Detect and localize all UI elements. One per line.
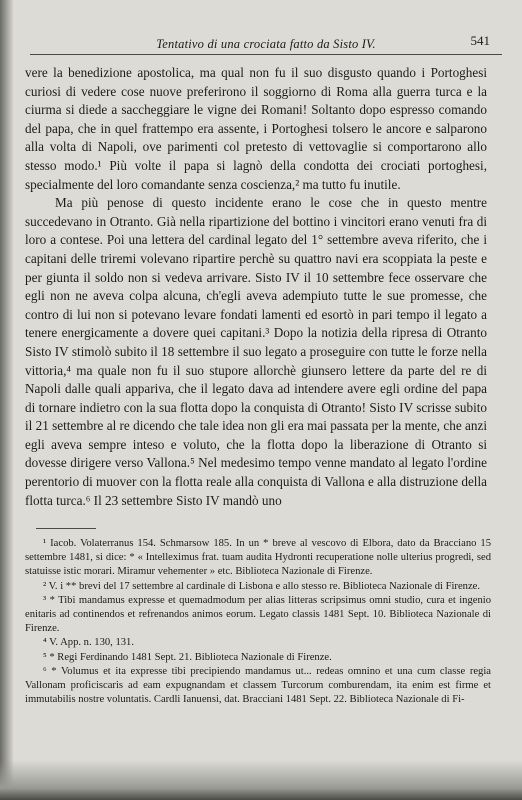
footnote: ² V. i ** brevi del 17 settembre al cardinale di Lisbona e allo stesso re. Biblioteca Nazionale di Firenze. xyxy=(43,580,480,592)
paragraph: Ma più penose di questo incidente erano le cose che in questo mentre succedevano in Otranto. Già nella ripartizione del bottino i vincitori erano venuti fra di loro a contese. Poi una lettera del cardinal legato del 1° settembre aveva riferito, che i capitani delle triremi volevano ripartire perchè su quattro navi era scoppiata la peste e per giunta il soldo non si vedeva arrivare. Sisto IV il 10 settembre fece osservare che egli non ne aveva colpa alcuna, ch'egli aveva adempiuto tutte le sue promesse, che contro di lui non si potevano levare fondati lamenti ed esortò in pari tempo il legato a tenere energicamente a dovere quei capitani.³ Dopo la notizia della ripresa di Otranto Sisto IV stimolò subito il 18 settembre il suo legato a proseguire con tutte le forze nella vittoria,⁴ ma quale non fu il suo stupore allorchè giunsero lettere da parte del re di Napoli dalle quali appariva, che il legato dava ad intendere avere egli ordine del papa di tornare indietro con la sua flotta dopo la conquista di Otranto! Sisto IV scrisse subito il 21 settembre al re dicendo che tale idea non gli era mai passata per la mente, che anzi egli aveva sempre inteso e voluto, che la flotta dopo la liberazione di Otranto si dovesse dirigere verso Vallona.⁵ Nel medesimo tempo venne mandato al legato l'ordine perentorio di muover con la flotta reale alla conquista di Vallona e alla distruzione della flotta turca.⁶ Il 23 settembre Sisto IV mandò uno xyxy=(25,195,487,508)
page-number: 541 xyxy=(470,33,490,48)
footnote: ⁴ V. App. n. 130, 131. xyxy=(43,637,135,649)
footnote: ⁵ * Regi Ferdinando 1481 Sept. 21. Biblioteca Nazionale di Firenze. xyxy=(43,651,332,663)
footnote: ¹ Iacob. Volaterranus 154. Schmarsow 185. In un * breve al vescovo di Elbora, dato da Bracciano 15 settembre 1481, si dice: * « Intelleximus frat. tuam audita Hydronti recuperatione nolle ulterius progredi, sed statuisse istic morari. Miramur vehementer » etc. Biblioteca Nazionale di Firenze. xyxy=(25,538,491,578)
running-title: Tentativo di una crociata fatto da Sisto IV. xyxy=(156,37,376,51)
body-text xyxy=(25,64,487,510)
paragraph: vere la benedizione apostolica, ma qual non fu il suo disgusto quando i Portoghesi curiosi di vedere cose nuove preferirono il soggiorno di Roma alla guerra turca e la ciurma si diede a saccheggiare le vigne dei Romani! Soltanto dopo espresso comando del papa, che in quel frattempo era assente, i Portoghesi tolsero le ancore e salparono alla volta di Napoli, ove parimenti col pretesto di vettovaglie si comportarono allo stesso modo.¹ Più volte il papa si lagnò della condotta dei crociati portoghesi, specialmente del loro comandante senza coscienza,² ma tutto fu inutile. xyxy=(25,65,487,192)
page-header xyxy=(30,28,502,55)
footnote: ⁶ * Volumus et ita expresse tibi precipiendo mandamus ut... redeas omnino et una cum classe regia Vallonam proficiscaris ad eam expugnandam et classem Turcorum comburendam, ita enim est firme et immutabilis nostre voluntatis. Cardli Ianuensi, dat. Bracciani 1481 Sept. 22. Biblioteca Nazionale di Fi- xyxy=(25,665,491,706)
footnotes xyxy=(25,537,491,707)
footnote-divider xyxy=(36,528,96,529)
footnote: ³ * Tibi mandamus expresse et quemadmodum per alias litteras scripsimus omni studio, cura et ingenio enitaris ad continendos et refrenandos animos eorum. Legato classis 1481 Sept. 10. Biblioteca Nazionale di Firenze. xyxy=(25,594,491,635)
